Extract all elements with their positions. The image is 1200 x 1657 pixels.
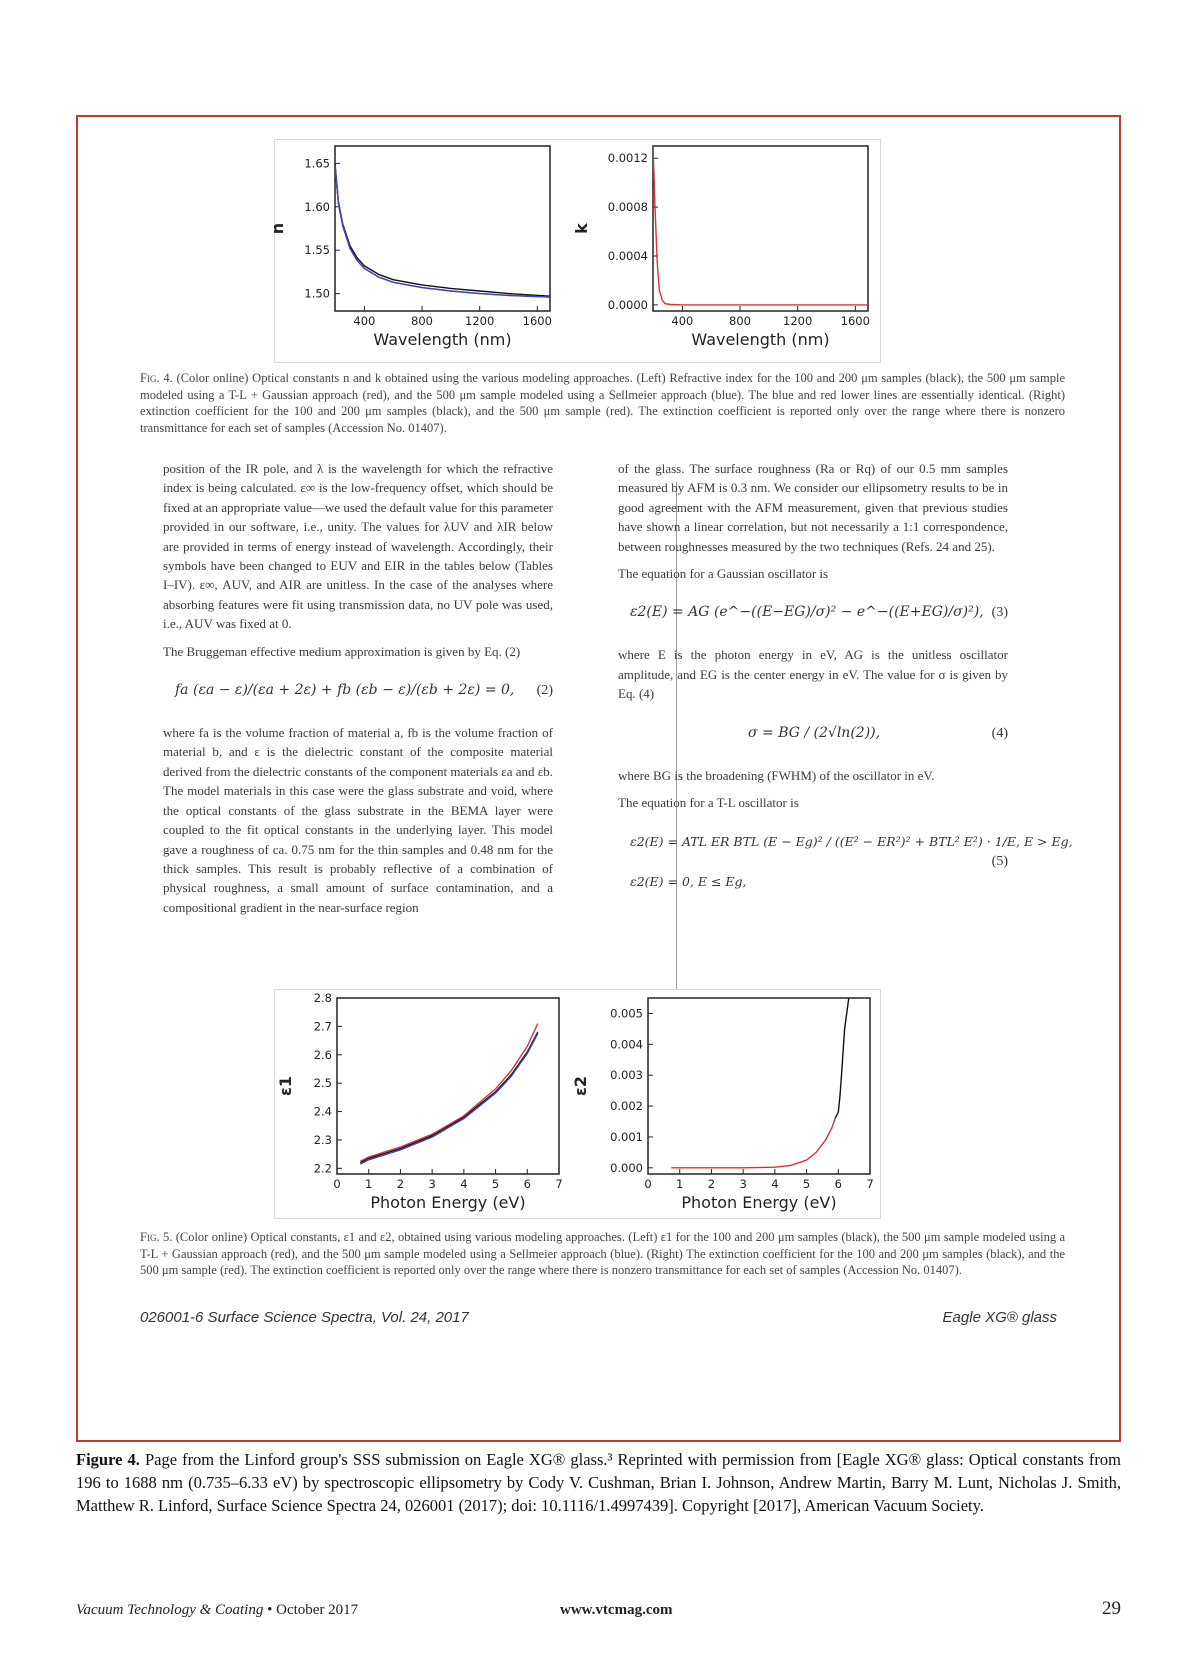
fig5-caption bbox=[140, 1229, 1065, 1279]
x-tick-label: 1 bbox=[676, 1177, 684, 1191]
x-tick-label: 400 bbox=[671, 314, 694, 328]
right-paragraph-1: of the glass. The surface roughness (Ra or Rq) of our 0.5 mm samples measured by AFM is 0.3 nm. We consider our ellipsometry results to be in good agreement with the AFM measurement, given that previous studies have shown a linear correlation, but not necessarily a 1:1 correspondence, between roughnesses measured by the two techniques (Refs. 24 and 25). bbox=[618, 461, 1008, 554]
series-line-1 bbox=[360, 1024, 538, 1162]
left-paragraph-1: position of the IR pole, and λ is the wavelength for which the refractive index is being calculated. ε∞ is the low-frequency offset, which should be fixed at an appropriate value—we used the default value for this parameter provided in our software, i.e., unity. The values for λUV and λIR below are provided in terms of energy instead of wavelength. Accordingly, their symbols have been changed to EUV and EIR in the tables below (Tables I–IV). ε∞, AUV, and AIR are unitless. In the case of the analyses where absorbing features were fit using transmission data, no UV pole was used, i.e., AUV was fixed at 0. bbox=[163, 461, 553, 632]
y-tick-label: 1.60 bbox=[304, 199, 330, 214]
x-tick-label: 1200 bbox=[783, 314, 813, 328]
y-tick-label: 0.000 bbox=[610, 1160, 643, 1175]
series-line-1 bbox=[335, 165, 550, 297]
y-tick-label: 0.001 bbox=[610, 1129, 643, 1144]
equation-4 bbox=[618, 712, 1008, 756]
left-paragraph-2: The Bruggeman effective medium approximation is given by Eq. (2) bbox=[163, 643, 521, 659]
y-tick-label: 1.55 bbox=[304, 243, 330, 258]
right-paragraph-2: The equation for a Gaussian oscillator is bbox=[618, 566, 829, 582]
figure-caption-text: Page from the Linford group's SSS submission on Eagle XG® glass.³ Reprinted with permission from [Eagle XG® glass: Optical constants from 196 to 1688 nm (0.735–6.33 eV) by spectroscopic ellipsometry by Cody V. Cushman, Brian I. Johnson, Andrew Martin, Barry M. Lunt, Nicholas J. Smith, Matthew R. Linford, Surface Science Spectra 24, 026001 (2017); doi: 10.1116/1.4997439]. Copyright [2017], American Vacuum Society. bbox=[76, 1450, 1121, 1515]
equation-2-number: (2) bbox=[536, 683, 553, 699]
y-tick-label: 0.002 bbox=[610, 1099, 643, 1114]
x-tick-label: 3 bbox=[428, 1177, 436, 1191]
x-tick-label: 800 bbox=[729, 314, 752, 328]
footer-journal-name: Vacuum Technology & Coating bbox=[76, 1602, 264, 1618]
plot-frame bbox=[335, 146, 550, 311]
series-line-1 bbox=[835, 998, 849, 1118]
x-tick-label: 7 bbox=[866, 1177, 874, 1191]
left-column bbox=[163, 459, 553, 925]
fig5-caption-text: (Color online) Optical constants, ε1 and ε2, obtained using various modeling approaches. (Left) ε1 for the 100 and 200 μm samples (black), the 500 μm sample modeled using a T-L + Gaussian approach (red), and the 500 μm sample modeled using a Sellmeier approach (blue). (Right) The extinction coefficient for the 100 and 200 μm samples (black), and the 500 μm sample (red). The extinction coefficient is reported only over the range where there is nonzero transmittance for each set of samples (Accession No. 01407). bbox=[140, 1230, 1066, 1277]
y-tick-label: 2.2 bbox=[313, 1161, 332, 1176]
x-tick-label: 6 bbox=[834, 1177, 842, 1191]
equation-4-number: (4) bbox=[991, 725, 1008, 741]
fig5-plots bbox=[274, 989, 881, 1219]
y-tick-label: 0.003 bbox=[610, 1068, 643, 1083]
y-axis-label: n bbox=[268, 222, 287, 235]
equation-3-number: (3) bbox=[991, 605, 1008, 621]
y-tick-label: 2.7 bbox=[313, 1019, 332, 1034]
footer-journal bbox=[76, 1602, 358, 1619]
page-number: 29 bbox=[1102, 1598, 1121, 1619]
plot-frame bbox=[653, 146, 868, 311]
x-tick-label: 5 bbox=[491, 1177, 500, 1191]
x-tick-label: 1600 bbox=[522, 314, 552, 328]
equation-5-number: (5) bbox=[991, 854, 1008, 870]
y-axis-label: ε1 bbox=[276, 1075, 295, 1097]
fig4-caption-label: Fig. 4. bbox=[140, 371, 173, 385]
y-tick-label: 2.8 bbox=[313, 991, 332, 1005]
y-axis-label: k bbox=[572, 223, 591, 234]
x-tick-label: 2 bbox=[396, 1177, 405, 1191]
fig4-svg bbox=[268, 140, 880, 362]
x-tick-label: 1200 bbox=[465, 314, 495, 328]
series-line-0 bbox=[360, 1032, 538, 1163]
x-tick-label: 0 bbox=[644, 1177, 652, 1191]
series-line-0 bbox=[653, 146, 868, 305]
right-paragraph-5: The equation for a T-L oscillator is bbox=[618, 795, 799, 811]
x-tick-label: 5 bbox=[802, 1177, 811, 1191]
y-tick-label: 0.0004 bbox=[607, 249, 648, 263]
x-tick-label: 800 bbox=[411, 314, 434, 328]
y-tick-label: 0.0012 bbox=[607, 151, 648, 166]
x-tick-label: 1 bbox=[365, 1177, 373, 1191]
x-tick-label: 6 bbox=[523, 1177, 531, 1191]
equation-5-line-2: ε2(E) = 0, E ≤ Eg, bbox=[630, 874, 747, 890]
y-tick-label: 0.004 bbox=[610, 1037, 643, 1052]
x-tick-label: 7 bbox=[555, 1177, 563, 1191]
chart-3 bbox=[571, 998, 874, 1212]
y-tick-label: 0.005 bbox=[610, 1006, 643, 1021]
x-tick-label: 3 bbox=[739, 1177, 747, 1191]
x-axis-label: Wavelength (nm) bbox=[691, 330, 830, 349]
fig5-svg bbox=[275, 990, 880, 1218]
figure-caption-label: Figure 4. bbox=[76, 1450, 140, 1469]
equation-2 bbox=[163, 669, 553, 713]
figure-caption bbox=[76, 1448, 1121, 1517]
x-tick-label: 0 bbox=[333, 1177, 341, 1191]
equation-3-body: ε2(E) = AG (e^−((E−EG)/σ)² − e^−((E+EG)/σ)²), bbox=[630, 604, 984, 621]
equation-3 bbox=[618, 591, 1008, 635]
right-column bbox=[618, 459, 1073, 912]
y-tick-label: 1.50 bbox=[304, 286, 330, 301]
y-tick-label: 2.6 bbox=[313, 1047, 332, 1062]
y-tick-label: 2.4 bbox=[313, 1104, 332, 1119]
y-axis-label: ε2 bbox=[571, 1075, 590, 1097]
inner-footer-right: Eagle XG® glass bbox=[942, 1309, 1057, 1326]
series-line-2 bbox=[335, 165, 550, 297]
plot-frame bbox=[648, 998, 870, 1174]
footer-bullet: • bbox=[267, 1602, 273, 1618]
fig4-caption-text: (Color online) Optical constants n and k obtained using the various modeling approaches. (Left) Refractive index for the 100 and 200 μm samples (black), the 500 μm sample modeled using a T-L + Gaussian approach (red), and the 500 μm sample modeled using a Sellmeier approach (blue). The blue and red lower lines are essentially identical. (Right) extinction coefficient for the 100 and 200 μm samples (black), and the 500 μm sample (red). The extinction coefficient is reported only over the range where there is nonzero transmittance for each set of samples (Accession No. 01407). bbox=[140, 371, 1066, 435]
series-line-2 bbox=[360, 1034, 538, 1165]
x-axis-label: Photon Energy (eV) bbox=[681, 1193, 837, 1212]
x-axis-label: Wavelength (nm) bbox=[373, 330, 512, 349]
y-tick-label: 2.5 bbox=[313, 1076, 332, 1091]
left-paragraph-3: where fa is the volume fraction of material a, fb is the volume fraction of material b, and ε is the dielectric constant of the composite material derived from the dielectric constants of the component materials εa and εb. The model materials in this case were the glass substrate and void, where the optical constants of the glass substrate in the BEMA layer were coupled to the fit optical constants in the underlying layer. This model gave a roughness of ca. 0.75 nm for the thin samples and 0.48 nm for the thick samples. This result is probably reflective of a combination of physical roughness, a small amount of surface contamination, and a compositional gradient in the near-surface region bbox=[163, 725, 553, 915]
x-tick-label: 1600 bbox=[840, 314, 870, 328]
equation-2-body: fa (εa − ε)/(εa + 2ε) + fb (εb − ε)/(εb + 2ε) = 0, bbox=[175, 682, 515, 699]
footer-url[interactable]: www.vtcmag.com bbox=[560, 1602, 673, 1618]
fig4-plots bbox=[268, 139, 881, 363]
equation-5 bbox=[618, 820, 1073, 902]
x-tick-label: 4 bbox=[771, 1177, 779, 1191]
plot-frame bbox=[337, 998, 559, 1174]
chart-2 bbox=[276, 991, 563, 1212]
page-image-frame bbox=[76, 115, 1121, 1442]
equation-5-line-1: ε2(E) = ATL ER BTL (E − Eg)² / ((E² − ER²)² + BTL² E²) · 1/E, E > Eg, bbox=[630, 834, 1073, 850]
y-tick-label: 1.65 bbox=[304, 156, 330, 171]
chart-1 bbox=[572, 146, 870, 349]
x-tick-label: 400 bbox=[353, 314, 376, 328]
fig4-caption bbox=[140, 370, 1065, 436]
series-line-0 bbox=[335, 163, 550, 296]
equation-4-body: σ = BG / (2√ln(2)), bbox=[748, 724, 881, 741]
right-paragraph-4: where BG is the broadening (FWHM) of the oscillator in eV. bbox=[618, 767, 935, 783]
fig5-caption-label: Fig. 5. bbox=[140, 1230, 173, 1244]
x-tick-label: 4 bbox=[460, 1177, 468, 1191]
y-tick-label: 2.3 bbox=[313, 1132, 332, 1147]
chart-0 bbox=[268, 146, 552, 349]
y-tick-label: 0.0000 bbox=[607, 297, 648, 312]
x-axis-label: Photon Energy (eV) bbox=[370, 1193, 526, 1212]
footer-date: October 2017 bbox=[276, 1602, 359, 1618]
series-line-0 bbox=[671, 1118, 835, 1167]
y-tick-label: 0.0008 bbox=[607, 200, 648, 215]
x-tick-label: 2 bbox=[707, 1177, 716, 1191]
inner-footer-left: 026001-6 Surface Science Spectra, Vol. 24, 2017 bbox=[140, 1309, 469, 1326]
right-paragraph-3: where E is the photon energy in eV, AG is the unitless oscillator amplitude, and EG is the center energy in eV. The value for σ is given by Eq. (4) bbox=[618, 647, 1008, 702]
